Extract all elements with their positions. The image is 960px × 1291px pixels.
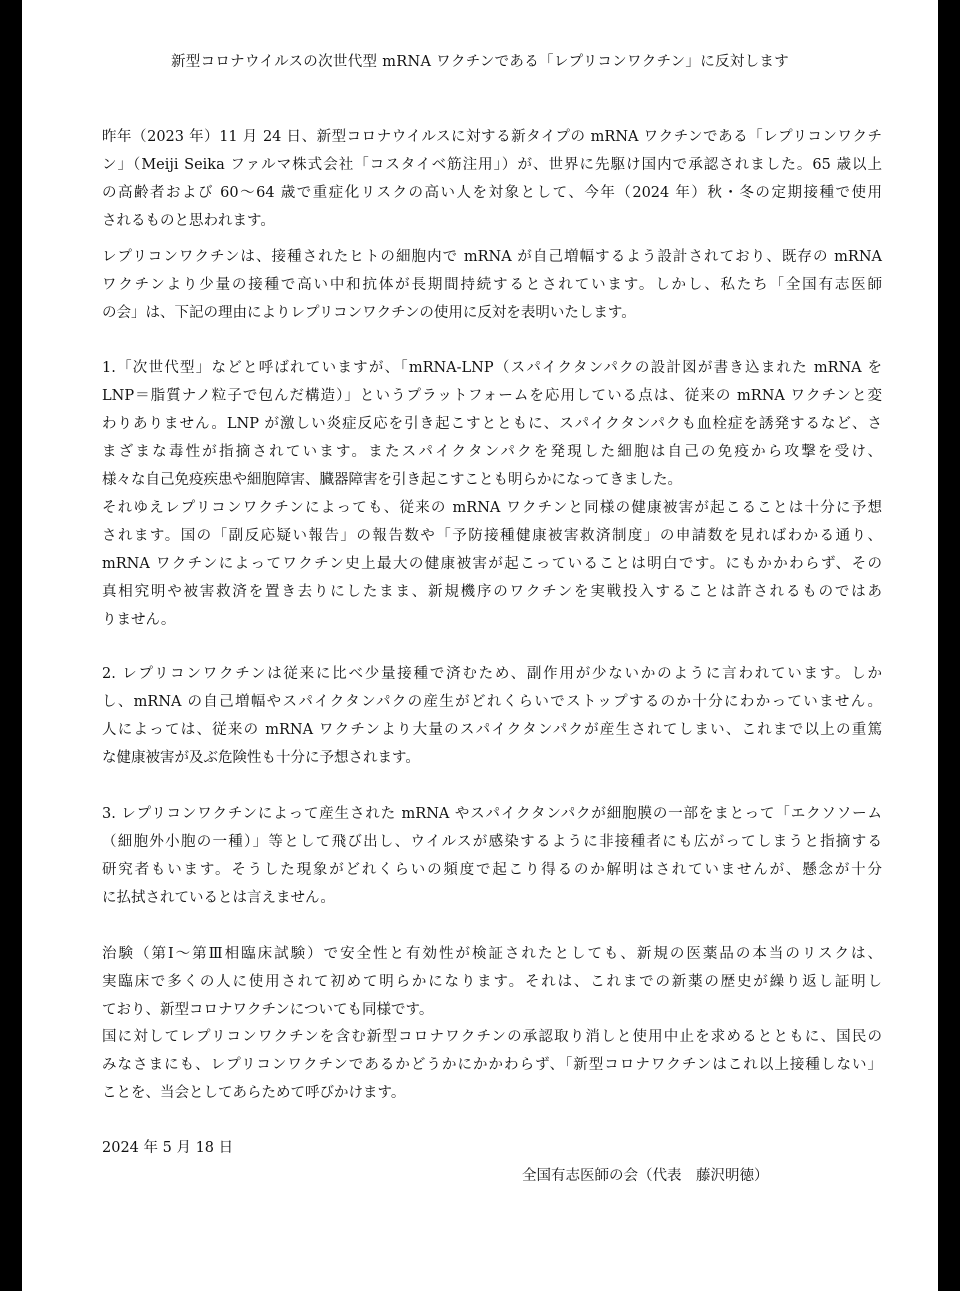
paragraph-reason-2 bbox=[102, 660, 882, 772]
text-line: されます。国の「副反応疑い報告」の報告数や「予防接種健康被害救済制度」の申請数を見ればわかる通り、 bbox=[102, 528, 882, 544]
text-line: 治験（第Ⅰ〜第Ⅲ相臨床試験）で安全性と有効性が検証されたとしても、新規の医薬品の本当のリスクは、 bbox=[102, 946, 882, 962]
text-line: 国に対してレプリコンワクチンを含む新型コロナワクチンの承認取り消しと使用中止を求めるとともに、国民の bbox=[102, 1029, 882, 1045]
document-date: 2024 年 5 月 18 日 bbox=[102, 1140, 234, 1156]
document-title: 新型コロナウイルスの次世代型 mRNA ワクチンである「レプリコンワクチン」に反対します bbox=[170, 54, 790, 70]
text-line: ワクチンより少量の接種で高い中和抗体が長期間持続するとされています。しかし、私たち「全国有志医師 bbox=[102, 277, 882, 293]
text-line: mRNA ワクチンによってワクチン史上最大の健康被害が起こっていることは明白です。にもかかわらず、その bbox=[102, 556, 882, 572]
text-line: LNP＝脂質ナノ粒子で包んだ構造）」というプラットフォームを応用している点は、従来の mRNA ワクチンと変 bbox=[102, 388, 882, 404]
text-line: 様々な自己免疫疾患や細胞障害、臓器障害を引き起こすことも明らかになってきました。 bbox=[102, 472, 682, 488]
text-line: ことを、当会としてあらためて呼びかけます。 bbox=[102, 1085, 406, 1101]
text-line: りません。 bbox=[102, 612, 176, 628]
text-line: 真相究明や被害救済を置き去りにしたまま、新規機序のワクチンを実戦投入することは許されるものではあ bbox=[102, 584, 882, 600]
text-line: レプリコンワクチンは、接種されたヒトの細胞内で mRNA が自己増幅するよう設計されており、既存の mRNA bbox=[102, 249, 882, 265]
text-line: 実臨床で多くの人に使用されて初めて明らかになります。それは、これまでの新薬の歴史が繰り返し証明し bbox=[102, 974, 882, 990]
document-signature: 全国有志医師の会（代表 藤沢明徳） bbox=[522, 1168, 769, 1184]
paragraph-reason-1 bbox=[102, 354, 882, 494]
text-line: 研究者もいます。そうした現象がどれくらいの頻度で起こり得るのか解明はされていませんが、懸念が十分 bbox=[102, 862, 882, 878]
text-line: の高齢者および 60〜64 歳で重症化リスクの高い人を対象として、今年（2024 年）秋・冬の定期接種で使用 bbox=[102, 185, 882, 201]
text-line: まざまな毒性が指摘されています。またスパイクタンパクを発現した細胞は自己の免疫から攻撃を受け、 bbox=[102, 444, 882, 460]
paragraph-reason-3 bbox=[102, 800, 882, 912]
text-line: わりありません。LNP が激しい炎症反応を引き起こすとともに、スパイクタンパクも血栓症を誘発するなど、さ bbox=[102, 416, 882, 432]
text-line: 3. レプリコンワクチンによって産生された mRNA やスパイクタンパクが細胞膜の一部をまとって「エクソソーム bbox=[102, 806, 882, 822]
document-page bbox=[22, 0, 938, 1291]
text-line: それゆえレプリコンワクチンによっても、従来の mRNA ワクチンと同様の健康被害が起こることは十分に予想 bbox=[102, 500, 882, 516]
paragraph-clinical-trials bbox=[102, 940, 882, 1024]
text-line: 人によっては、従来の mRNA ワクチンより大量のスパイクタンパクが産生されてしまい、これまで以上の重篤 bbox=[102, 722, 882, 738]
text-line: 1.「次世代型」などと呼ばれていますが、「mRNA-LNP（スパイクタンパクの設計図が書き込まれた mRNA を bbox=[102, 360, 882, 376]
paragraph-appeal bbox=[102, 1023, 882, 1107]
text-line: の会」は、下記の理由によりレプリコンワクチンの使用に反対を表明いたします。 bbox=[102, 305, 636, 321]
paragraph-approval bbox=[102, 123, 882, 235]
text-line: に払拭されているとは言えません。 bbox=[102, 890, 335, 906]
text-line: ン」（Meiji Seika ファルマ株式会社「コスタイベ筋注用」）が、世界に先駆け国内で承認されました。65 歳以上 bbox=[102, 157, 882, 173]
paragraph-reason-1-continued bbox=[102, 494, 882, 634]
text-line: されるものと思われます。 bbox=[102, 213, 275, 229]
text-line: 2. レプリコンワクチンは従来に比べ少量接種で済むため、副作用が少ないかのように言われています。しか bbox=[102, 666, 882, 682]
text-line: ており、新型コロナワクチンについても同様です。 bbox=[102, 1002, 434, 1018]
text-line: し、mRNA の自己増幅やスパイクタンパクの産生がどれくらいでストップするのか十分にわかっていません。 bbox=[102, 694, 882, 710]
text-line: な健康被害が及ぶ危険性も十分に予想されます。 bbox=[102, 750, 420, 766]
text-line: 昨年（2023 年）11 月 24 日、新型コロナウイルスに対する新タイプの mRNA ワクチンである「レプリコンワクチ bbox=[102, 129, 882, 145]
text-line: （細胞外小胞の一種）」等として飛び出し、ウイルスが感染するように非接種者にも広がってしまうと指摘する bbox=[102, 834, 882, 850]
text-line: みなさまにも、レプリコンワクチンであるかどうかにかかわらず、「新型コロナワクチンはこれ以上接種しない」 bbox=[102, 1057, 882, 1073]
paragraph-position bbox=[102, 243, 882, 327]
